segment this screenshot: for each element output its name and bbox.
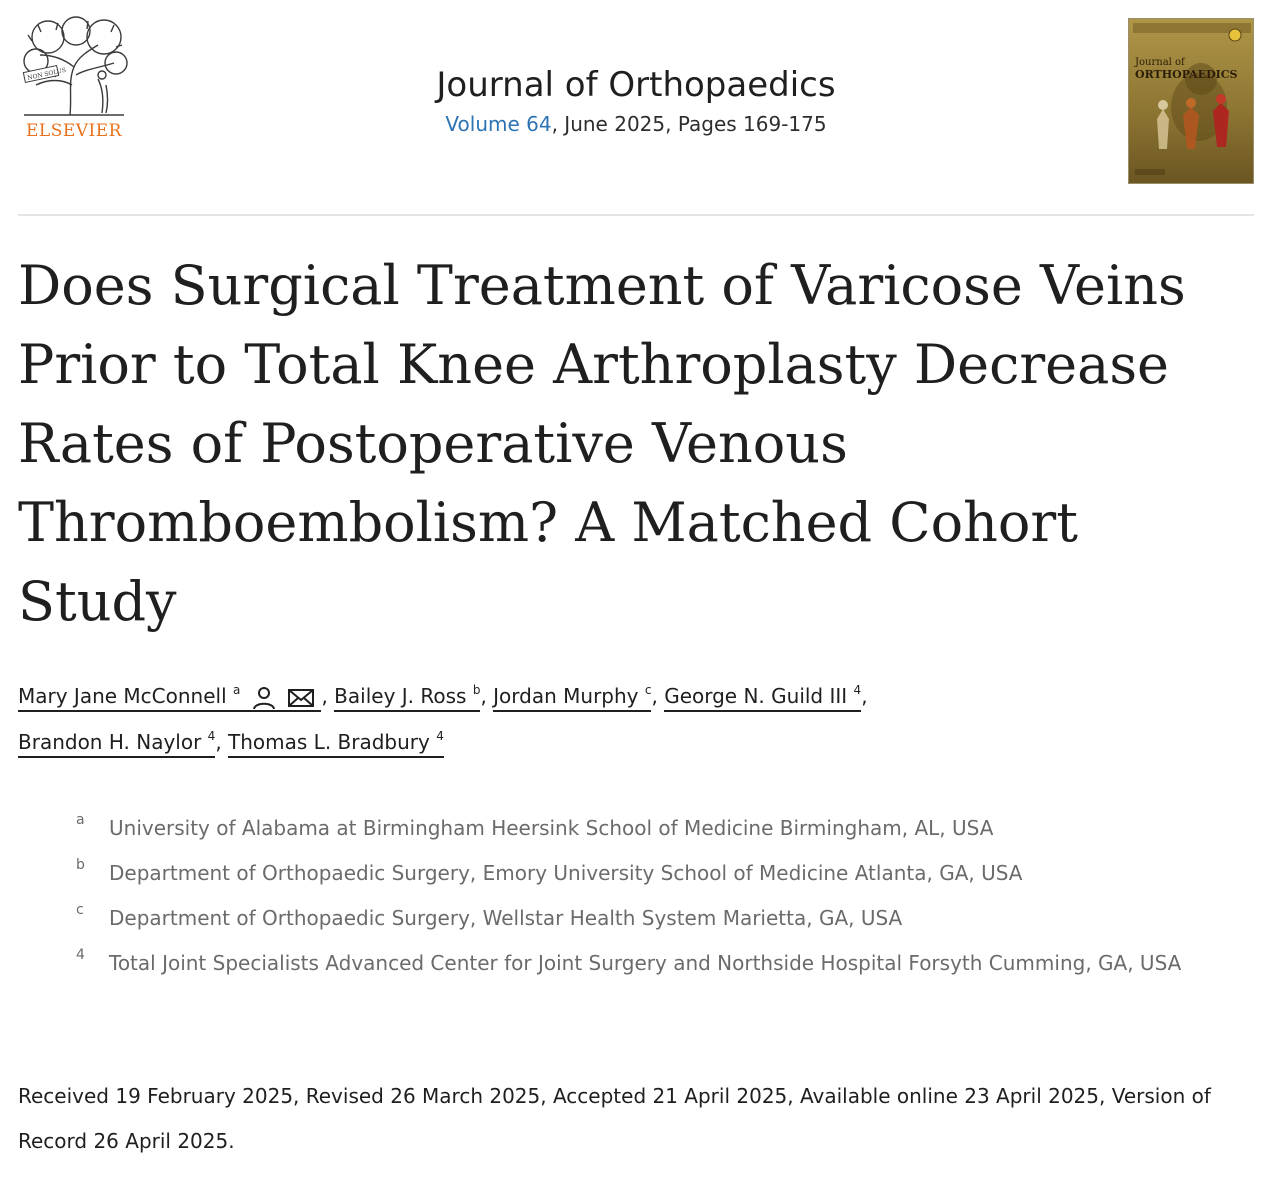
volume-link[interactable]: Volume 64 — [445, 112, 552, 136]
author-affiliation-mark: a — [233, 683, 241, 697]
author-list — [18, 673, 1254, 765]
article-title: Does Surgical Treatment of Varicose Veins Prior to Total Knee Arthroplasty Decrease Rates of Postoperative Venous Thromboembolism? A Matched Cohort Study — [18, 254, 1186, 633]
affiliation-item — [76, 851, 1266, 896]
envelope-icon[interactable] — [287, 687, 315, 709]
author-separator: , — [651, 684, 665, 708]
elsevier-wordmark: ELSEVIER — [26, 121, 122, 141]
author-link[interactable] — [664, 684, 861, 712]
affiliation-item — [76, 941, 1266, 986]
author-name: Jordan Murphy — [493, 684, 639, 708]
author-separator: , — [861, 684, 868, 708]
author-link[interactable] — [228, 730, 444, 758]
affiliation-label: c — [76, 902, 84, 918]
affiliation-item — [76, 896, 1266, 941]
affiliation-text: Total Joint Specialists Advanced Center for Joint Surgery and Northside Hospital Forsyth Cumming, GA, USA — [109, 951, 1182, 975]
cover-line1: Journal of — [1135, 57, 1185, 68]
issue-date-pages: , June 2025, Pages 169-175 — [551, 112, 827, 136]
author-affiliation-mark: c — [644, 683, 652, 697]
publication-history: Received 19 February 2025, Revised 26 March 2025, Accepted 21 April 2025, Available online 23 April 2025, Version of Record 26 April 2025. — [18, 1084, 1211, 1153]
author-name: Mary Jane McConnell — [18, 684, 227, 708]
author-separator: , — [215, 730, 229, 754]
affiliation-text: University of Alabama at Birmingham Heersink School of Medicine Birmingham, AL, USA — [109, 816, 994, 840]
author-affiliation-mark: 4 — [436, 729, 444, 743]
header-divider — [18, 214, 1254, 216]
cover-artwork — [1129, 19, 1254, 184]
author-affiliation-mark: b — [472, 683, 481, 697]
author-separator: , — [480, 684, 494, 708]
author-link[interactable] — [493, 684, 651, 712]
journal-issue-details — [18, 109, 1254, 139]
person-icon[interactable] — [251, 686, 277, 710]
affiliation-label: a — [76, 812, 85, 828]
affiliation-list — [76, 806, 1266, 986]
affiliation-text: Department of Orthopaedic Surgery, Emory University School of Medicine Atlanta, GA, USA — [109, 861, 1023, 885]
journal-header — [18, 15, 1254, 187]
journal-title-link[interactable]: Journal of Orthopaedics — [436, 65, 836, 105]
affiliation-item — [76, 806, 1266, 851]
logo-banner-text: NON SOLUS — [26, 66, 67, 82]
journal-info — [18, 63, 1254, 139]
author-name: Thomas L. Bradbury — [228, 730, 430, 754]
author-link[interactable] — [18, 684, 321, 712]
author-name: Brandon H. Naylor — [18, 730, 202, 754]
journal-cover-image[interactable] — [1128, 18, 1254, 184]
author-link[interactable] — [334, 684, 480, 712]
author-link[interactable] — [18, 730, 215, 758]
author-affiliation-mark: 4 — [853, 683, 862, 697]
affiliation-label: b — [76, 857, 85, 873]
author-name: George N. Guild III — [664, 684, 848, 708]
author-separator: , — [321, 684, 335, 708]
cover-journal-name — [1135, 57, 1237, 82]
affiliation-text: Department of Orthopaedic Surgery, Wellstar Health System Marietta, GA, USA — [109, 906, 903, 930]
affiliation-label: 4 — [76, 947, 85, 963]
cover-line2: ORTHOPAEDICS — [1135, 68, 1238, 81]
author-name: Bailey J. Ross — [334, 684, 467, 708]
author-affiliation-mark: 4 — [207, 729, 216, 743]
